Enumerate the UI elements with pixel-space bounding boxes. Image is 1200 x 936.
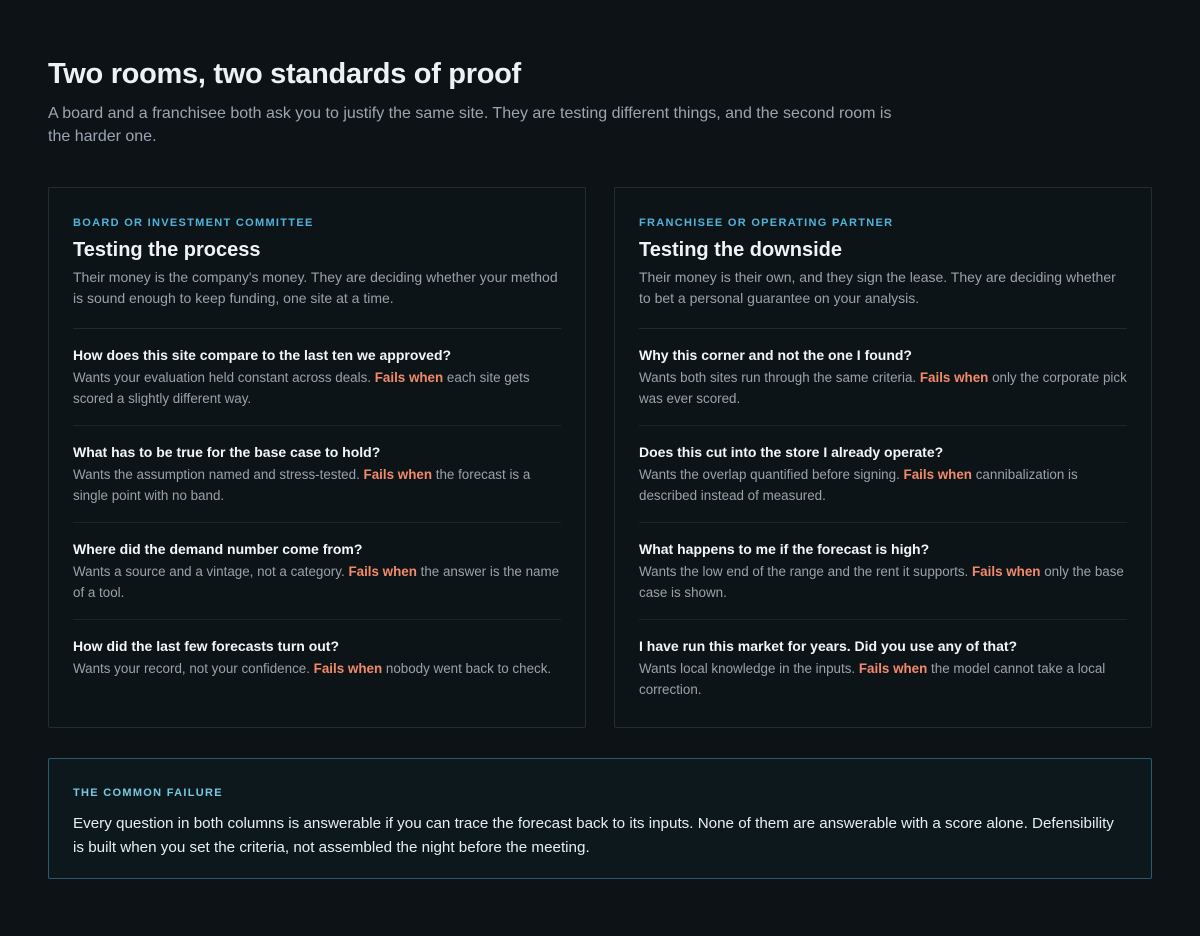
question-fails: the answer is the name of a tool.	[73, 564, 560, 600]
board-card	[48, 187, 586, 728]
comparison-columns	[48, 187, 1152, 728]
franchisee-card-description: Their money is their own, and they sign the lease. They are deciding whether to bet a personal guarantee on your analysis.	[639, 267, 1127, 329]
question-title: What has to be true for the base case to hold?	[73, 444, 381, 460]
question-fails: each site gets scored a slightly different way.	[73, 370, 530, 406]
question-wants: Wants a source and a vintage, not a category.	[73, 564, 345, 579]
franchisee-card-title: Testing the downside	[639, 239, 842, 261]
question-item	[639, 426, 1127, 523]
fails-when-label: Fails when	[972, 564, 1041, 579]
question-body	[73, 368, 561, 409]
common-failure-eyebrow: THE COMMON FAILURE	[73, 787, 223, 799]
page-subtitle: A board and a franchisee both ask you to justify the same site. They are testing different things, and the second room is the harder one.	[48, 105, 892, 145]
board-card-description: Their money is the company's money. They are deciding whether your method is sound enough to keep funding, one site at a time.	[73, 267, 561, 329]
franchisee-questions	[639, 329, 1127, 716]
fails-when-label: Fails when	[313, 661, 383, 676]
question-fails: cannibalization is described instead of measured.	[639, 467, 1078, 503]
question-body	[73, 562, 561, 603]
question-title: Why this corner and not the one I found?	[639, 347, 912, 363]
board-eyebrow: BOARD OR INVESTMENT COMMITTEE	[73, 217, 314, 229]
fails-when-label: Fails when	[919, 370, 989, 385]
question-fails: the forecast is a single point with no band.	[73, 467, 531, 503]
common-failure-text: Every question in both columns is answerable if you can trace the forecast back to its inputs. None of them are answerable with a score alone. Defensibility is built when you set the criteria, not assembled the night before the meeting.	[73, 815, 1114, 856]
question-body	[73, 465, 561, 506]
board-questions	[73, 329, 561, 696]
question-fails: nobody went back to check.	[385, 661, 552, 676]
common-failure-callout	[48, 758, 1152, 879]
question-item	[639, 329, 1127, 426]
fails-when-label: Fails when	[363, 467, 433, 482]
franchisee-eyebrow: FRANCHISEE OR OPERATING PARTNER	[639, 217, 894, 229]
question-item	[639, 523, 1127, 620]
board-card-title: Testing the process	[73, 239, 261, 261]
fails-when-label: Fails when	[903, 467, 972, 482]
fails-when-label: Fails when	[374, 370, 444, 385]
franchisee-card	[614, 187, 1152, 728]
question-item	[73, 329, 561, 426]
page-title: Two rooms, two standards of proof	[48, 58, 521, 90]
question-title: How does this site compare to the last ten we approved?	[73, 347, 452, 363]
question-body	[639, 659, 1127, 700]
question-item	[73, 426, 561, 523]
question-fails: only the corporate pick was ever scored.	[639, 370, 1127, 406]
question-body	[639, 368, 1127, 409]
fails-when-label: Fails when	[348, 564, 417, 579]
question-wants: Wants both sites run through the same criteria.	[639, 370, 917, 385]
question-item	[639, 620, 1127, 716]
question-wants: Wants the assumption named and stress-tested.	[73, 467, 360, 482]
question-wants: Wants local knowledge in the inputs.	[639, 661, 856, 676]
question-fails: the model cannot take a local correction.	[639, 661, 1106, 697]
question-title: I have run this market for years. Did you use any of that?	[639, 638, 1018, 654]
question-wants: Wants the low end of the range and the rent it supports.	[639, 564, 969, 579]
question-wants: Wants your record, not your confidence.	[73, 661, 310, 676]
question-title: How did the last few forecasts turn out?	[73, 638, 340, 654]
question-body	[639, 562, 1127, 603]
fails-when-label: Fails when	[858, 661, 928, 676]
question-title: Where did the demand number come from?	[73, 541, 363, 557]
question-body	[639, 465, 1127, 506]
question-item	[73, 523, 561, 620]
question-wants: Wants the overlap quantified before signing.	[639, 467, 900, 482]
question-title: Does this cut into the store I already operate?	[639, 444, 944, 460]
question-fails: only the base case is shown.	[639, 564, 1124, 600]
question-wants: Wants your evaluation held constant across deals.	[73, 370, 371, 385]
question-body	[73, 659, 561, 680]
question-title: What happens to me if the forecast is high?	[639, 541, 930, 557]
question-item	[73, 620, 561, 696]
